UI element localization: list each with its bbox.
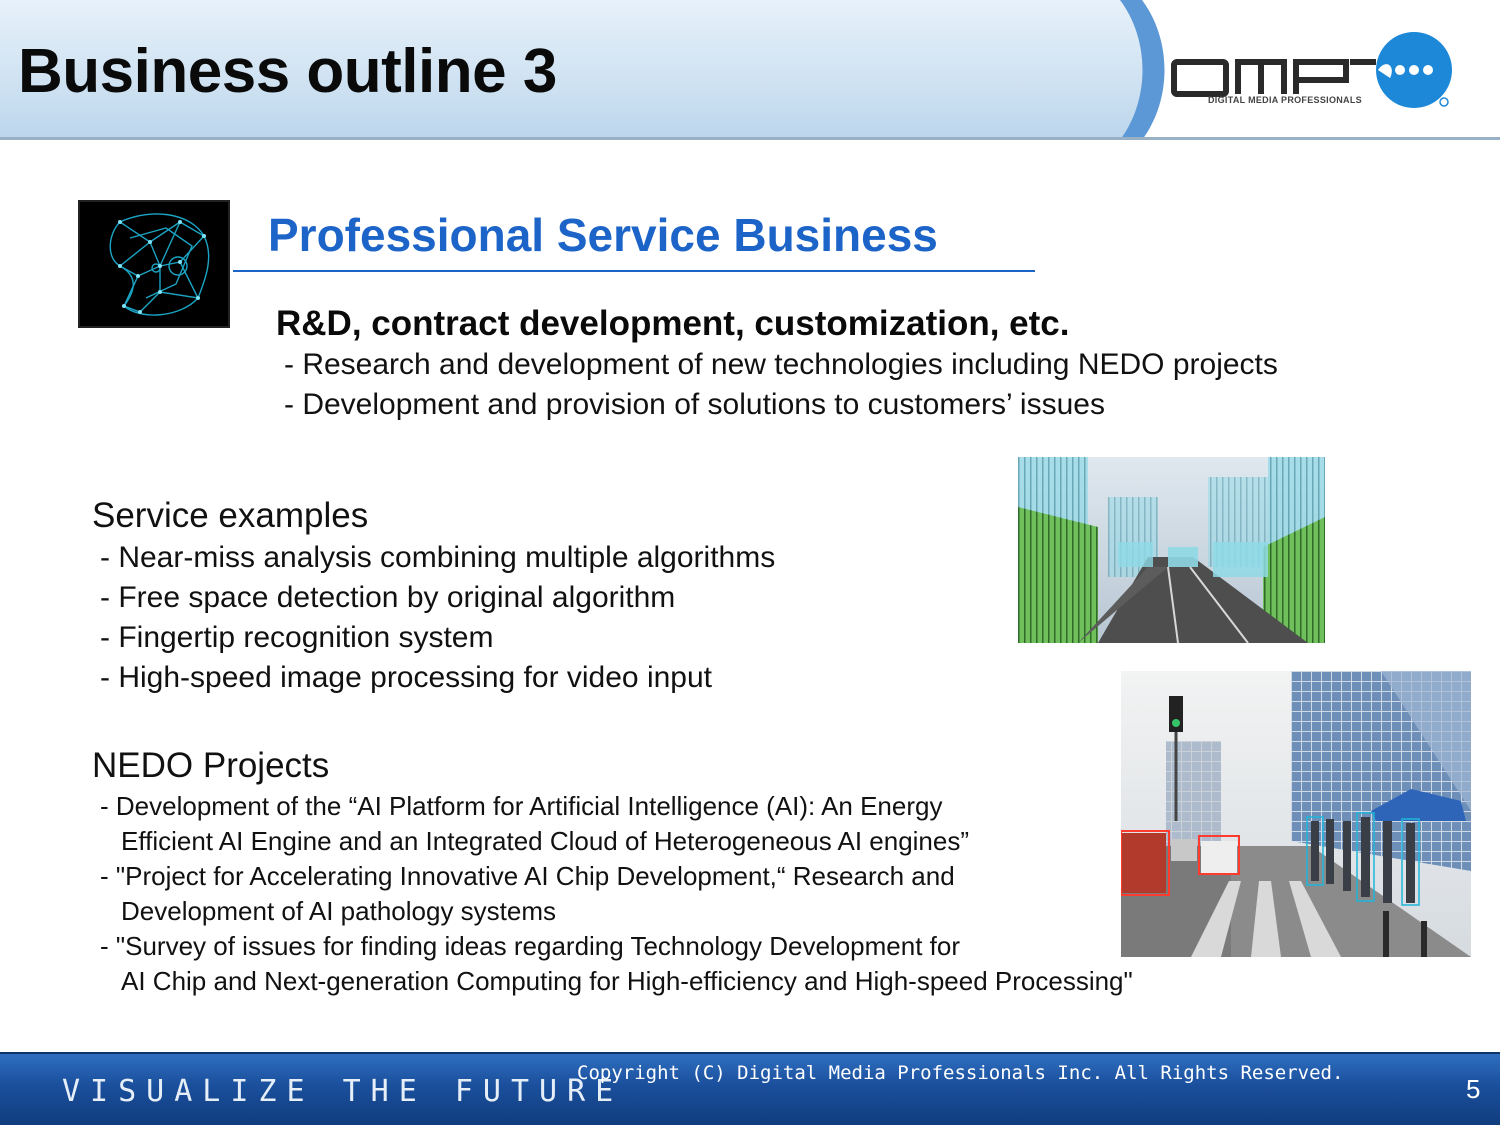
free-space-detection-image: [1018, 457, 1325, 643]
service-example-item: - Free space detection by original algorithm: [100, 581, 676, 614]
nedo-line: - "Survey of issues for finding ideas regarding Technology Development for: [100, 931, 960, 961]
wireframe-head-icon: [78, 200, 230, 328]
section-subheading: R&D, contract development, customization, etc.: [276, 304, 1070, 343]
nedo-heading: NEDO Projects: [92, 746, 330, 785]
nedo-line: - Development of the “AI Platform for Artificial Intelligence (AI): An Energy: [100, 791, 943, 821]
service-examples-heading: Service examples: [92, 496, 369, 535]
nedo-line: - "Project for Accelerating Innovative AI Chip Development,“ Research and: [100, 861, 955, 891]
nedo-line: AI Chip and Next-generation Computing for High-efficiency and High-speed Processing": [121, 966, 1133, 996]
page-title: Business outline 3: [18, 37, 557, 106]
logo-subtitle: DIGITAL MEDIA PROFESSIONALS: [1208, 95, 1362, 105]
section-line: - Development and provision of solutions to customers’ issues: [284, 388, 1105, 421]
street-object-detection-image: [1121, 671, 1471, 957]
footer-tagline: VISUALIZE THE FUTURE: [62, 1074, 624, 1109]
section-title: Professional Service Business: [268, 209, 938, 261]
footer-copyright: Copyright (C) Digital Media Professionals Inc. All Rights Reserved.: [577, 1062, 1344, 1084]
section-divider: [233, 270, 1035, 272]
service-example-item: - High-speed image processing for video input: [100, 661, 712, 694]
service-example-item: - Fingertip recognition system: [100, 621, 494, 654]
page-number: 5: [1466, 1074, 1481, 1104]
service-example-item: - Near-miss analysis combining multiple algorithms: [100, 541, 776, 574]
nedo-line: Efficient AI Engine and an Integrated Cloud of Heterogeneous AI engines”: [121, 826, 970, 856]
nedo-line: Development of AI pathology systems: [121, 896, 557, 926]
section-line: - Research and development of new technologies including NEDO projects: [284, 348, 1278, 381]
